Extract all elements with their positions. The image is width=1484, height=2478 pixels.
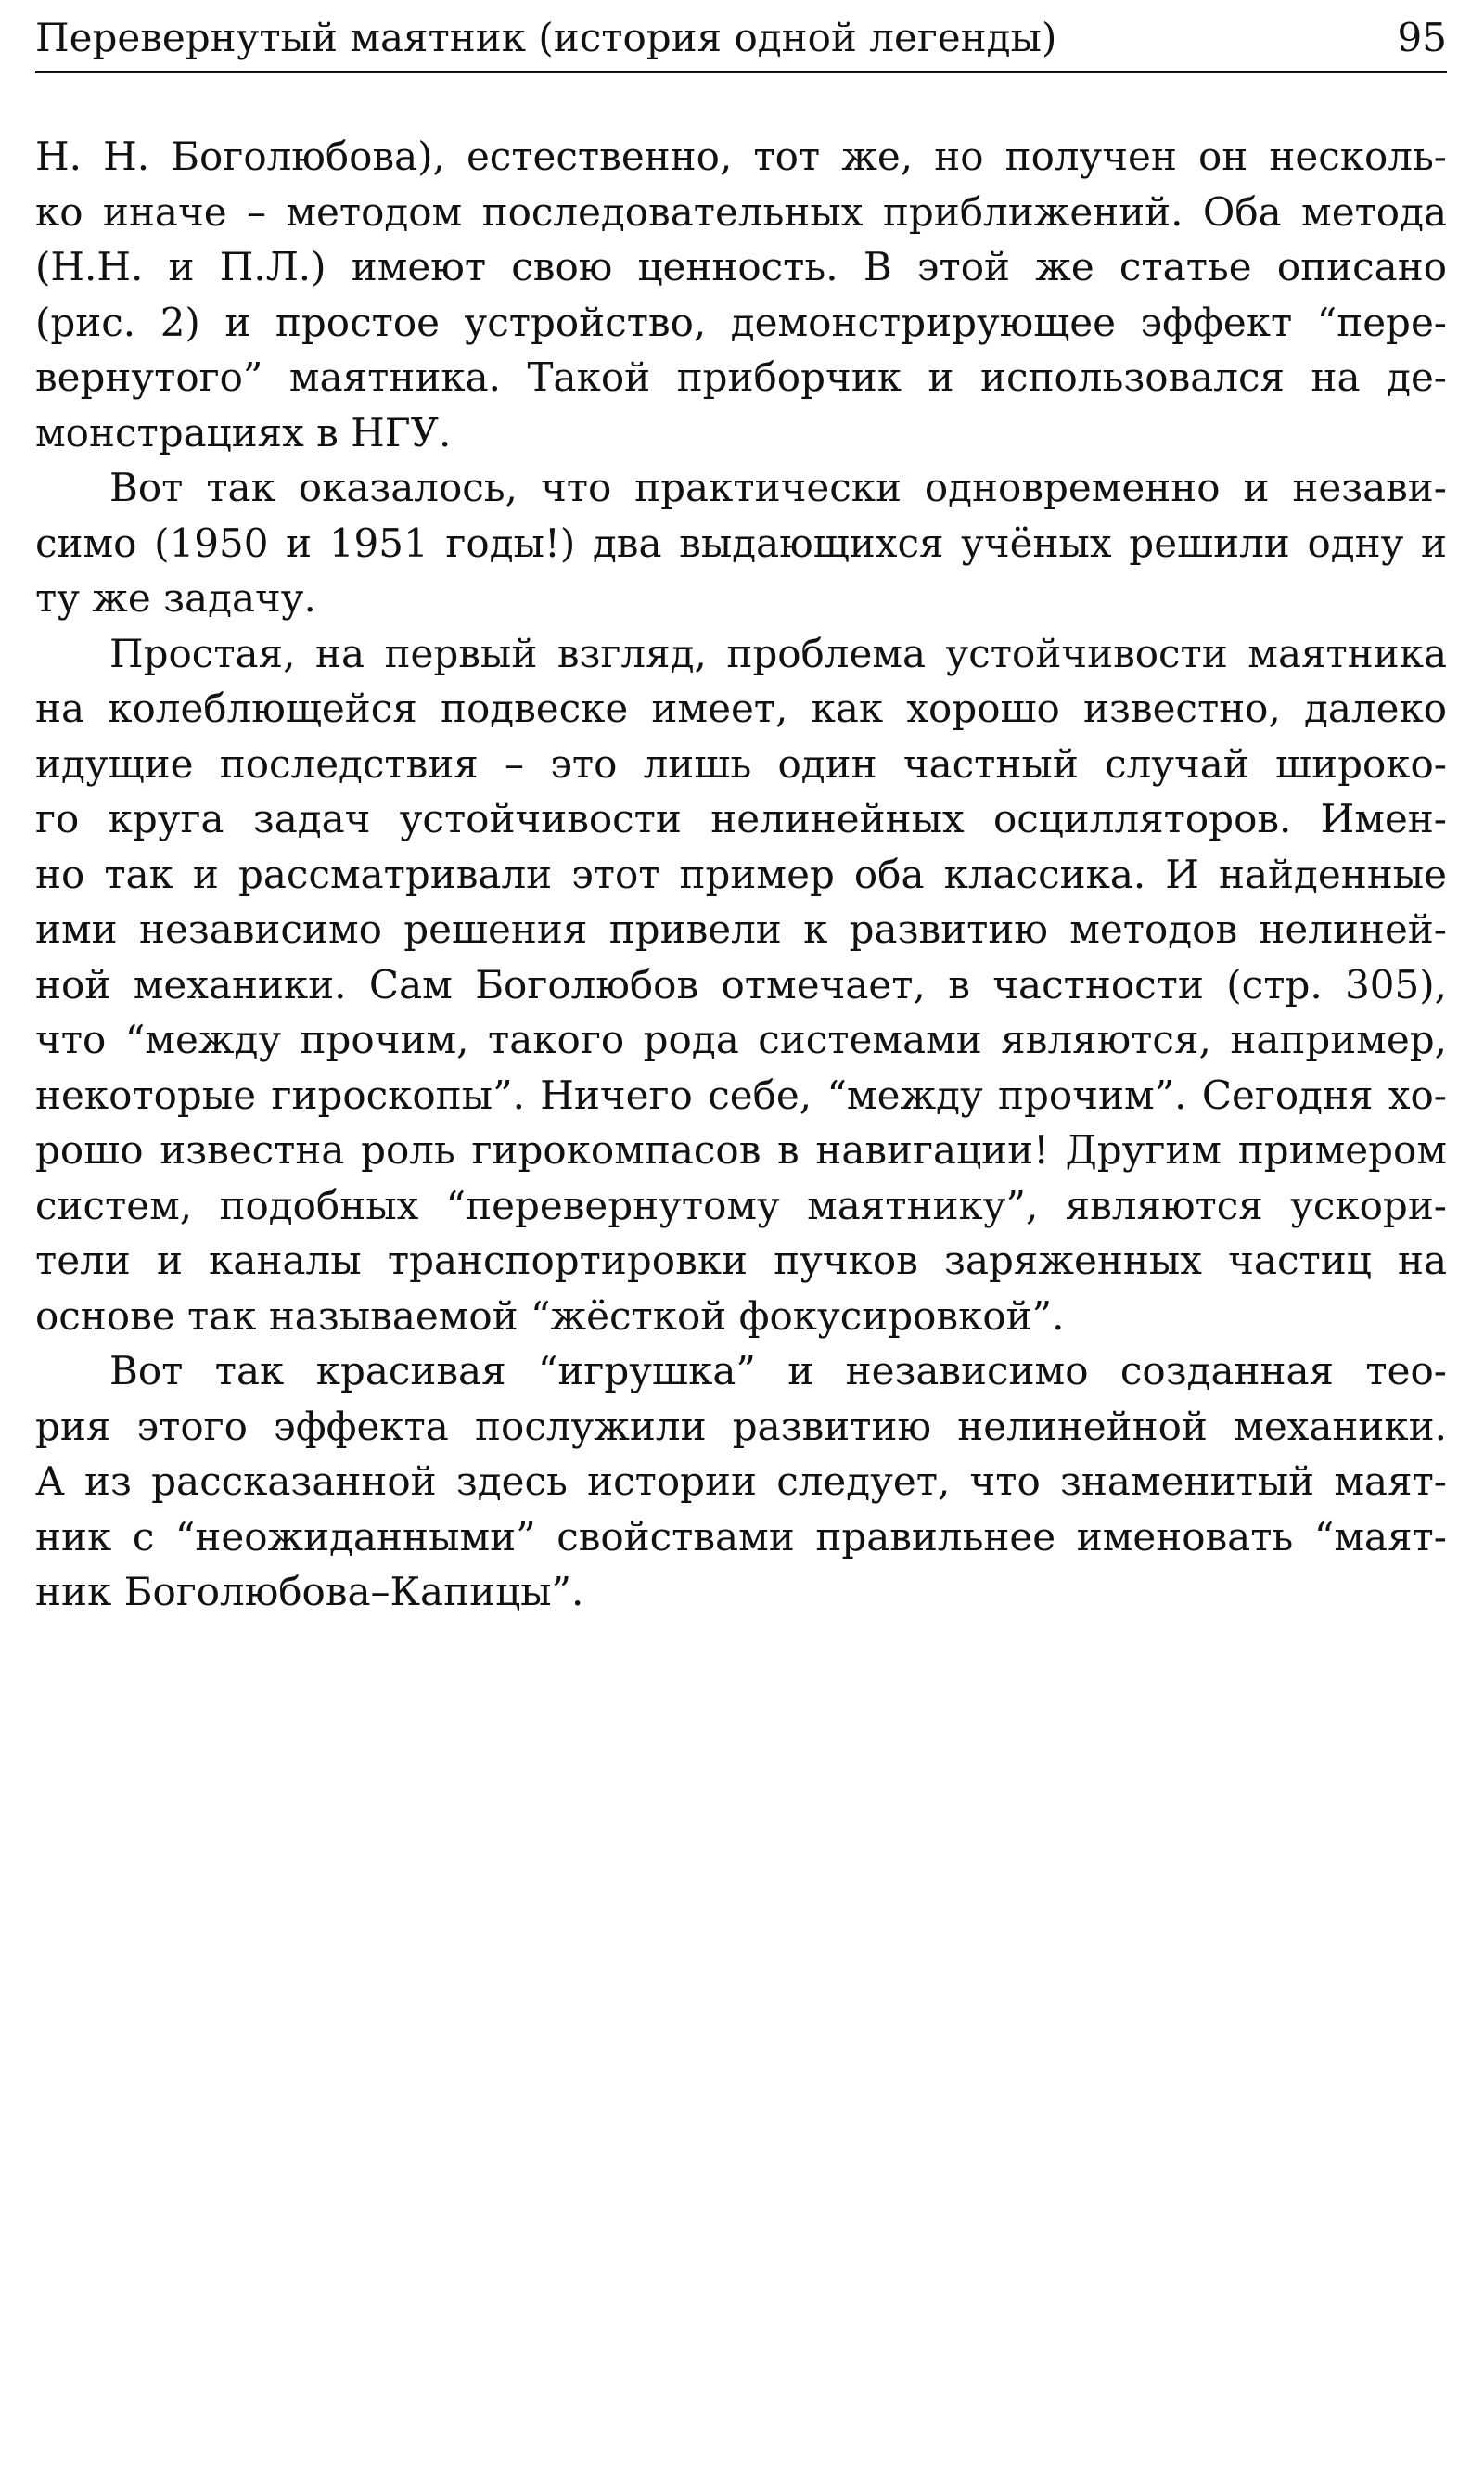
text-line: что “между прочим, такого рода системами являются, например, — [35, 1017, 1447, 1062]
text-line: го круга задач устойчивости нелинейных осцилляторов. Имен- — [35, 796, 1447, 841]
text-line: тели и каналы транспортировки пучков заряженных частиц на — [35, 1238, 1447, 1283]
paragraph — [35, 460, 1447, 626]
text-line: (рис. 2) и простое устройство, демонстрирующее эффект “пере- — [35, 299, 1447, 345]
book-page — [35, 13, 1447, 1620]
page-number: 95 — [1397, 15, 1447, 60]
text-line: А из рассказанной здесь истории следует, что знаменитый маят- — [35, 1458, 1447, 1504]
text-line: Простая, на первый взгляд, проблема устойчивости маятника — [109, 630, 1447, 676]
text-line: систем, подобных “перевернутому маятнику”, являются ускори- — [35, 1182, 1447, 1228]
text-line: идущие последствия – это лишь один частный случай широко- — [35, 740, 1447, 787]
paragraph — [35, 1343, 1447, 1620]
text-line: симо (1950 и 1951 годы!) два выдающихся учёных решили одну и — [35, 520, 1447, 566]
text-line: ной механики. Сам Боголюбов отмечает, в частности (стр. 305), — [35, 961, 1447, 1008]
text-line: рошо известна роль гирокомпасов в навигации! Другим примером — [35, 1127, 1447, 1173]
text-line: ник Боголюбова–Капицы”. — [35, 1569, 584, 1614]
text-line: некоторые гироскопы”. Ничего себе, “между прочим”. Сегодня хо- — [35, 1072, 1447, 1118]
text-line: (Н.Н. и П.Л.) имеют свою ценность. В этой же статье описано — [35, 244, 1447, 289]
running-title: Перевернутый маятник (история одной легенды) — [35, 15, 1057, 60]
running-header — [35, 13, 1447, 73]
paragraph — [35, 626, 1447, 1344]
text-line: Вот так оказалось, что практически одновременно и незави- — [109, 465, 1447, 510]
text-line: но так и рассматривали этот пример оба классика. И найденные — [35, 851, 1447, 897]
text-line: монстрациях в НГУ. — [35, 409, 452, 456]
text-line: на колеблющейся подвеске имеет, как хорошо известно, далеко — [35, 686, 1447, 731]
text-line: Н. Н. Боголюбова), естественно, тот же, но получен он несколь- — [35, 134, 1447, 179]
text-line: вернутого” маятника. Такой приборчик и использовался на де- — [35, 354, 1447, 400]
text-line: ник с “неожиданными” свойствами правильнее именовать “маят- — [35, 1513, 1447, 1560]
text-line: ко иначе – методом последовательных приближений. Оба метода — [35, 188, 1447, 235]
text-line: Вот так красивая “игрушка” и независимо созданная тео- — [109, 1348, 1447, 1393]
text-line: ту же задачу. — [35, 575, 316, 621]
text-line: рия этого эффекта послужили развитию нелинейной механики. — [35, 1403, 1447, 1449]
text-line: основе так называемой “жёсткой фокусировкой”. — [35, 1292, 1065, 1339]
paragraph — [35, 129, 1447, 460]
body-text — [35, 129, 1447, 1620]
text-line: ими независимо решения привели к развитию методов нелиней- — [35, 906, 1447, 952]
